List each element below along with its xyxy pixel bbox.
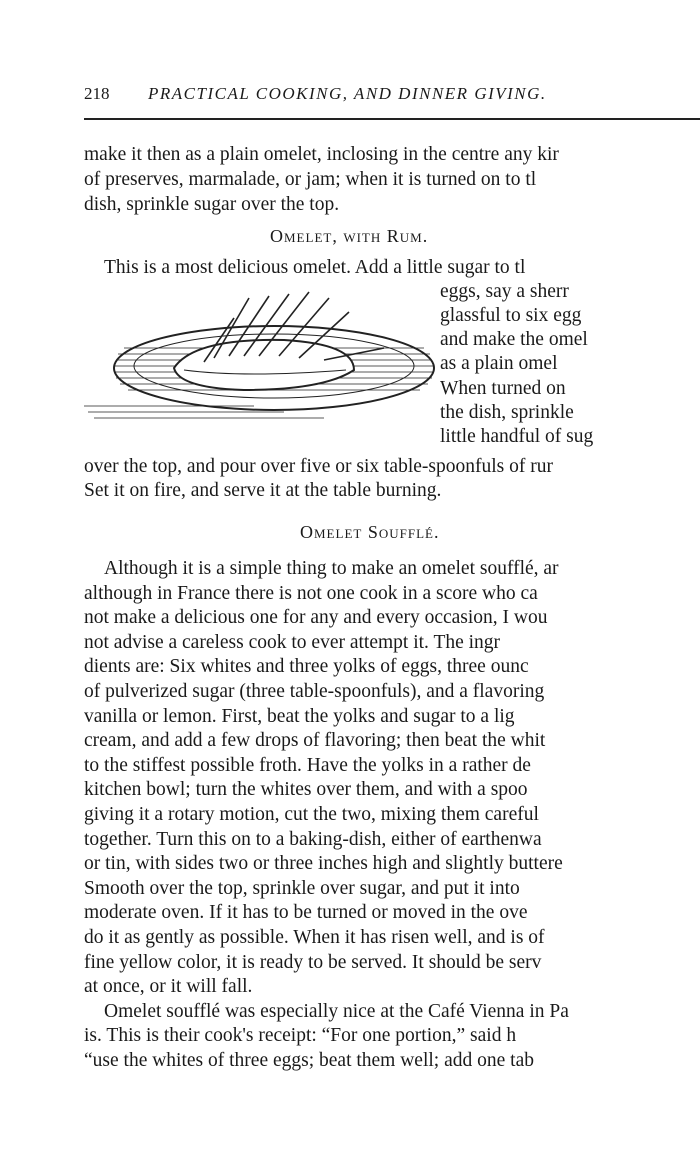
text-line: is. This is their cook's receipt: “For one portion,” said h [84, 1025, 517, 1047]
text-line: and make the omel [440, 329, 588, 350]
text-line: This is a most delicious omelet. Add a little sugar to tl [104, 257, 526, 278]
text-line: make it then as a plain omelet, inclosing in the centre any kir [84, 144, 559, 165]
text-line: dients are: Six whites and three yolks of eggs, three ounc [84, 656, 529, 678]
text-line: glassful to six egg [440, 305, 582, 326]
text-line: Smooth over the top, sprinkle over sugar, and put it into [84, 877, 520, 899]
text-line: at once, or it will fall. [84, 976, 253, 998]
text-line: eggs, say a sherr [440, 281, 569, 302]
text-line: giving it a rotary motion, cut the two, mixing them careful [84, 804, 539, 825]
page-number: 218 [84, 84, 110, 103]
text-line: although in France there is not one cook in a score who ca [84, 582, 538, 604]
text-line: of pulverized sugar (three table-spoonfuls), and a flavoring [84, 681, 545, 702]
text-line: to the stiffest possible froth. Have the yolks in a rather de [84, 754, 531, 776]
heading-omelet-with-rum: Omelet, with Rum. [270, 226, 429, 246]
text-line: as a plain omel [440, 353, 558, 374]
text-line: “use the whites of three eggs; beat them well; add one tab [84, 1050, 534, 1071]
text-line: of preserves, marmalade, or jam; when it is turned on to tl [84, 169, 537, 190]
text-line: cream, and add a few drops of flavoring; then beat the whit [84, 730, 546, 752]
header-rule [84, 118, 700, 120]
text-line: vanilla or lemon. First, beat the yolks and sugar to a lig [84, 705, 515, 727]
text-line: not advise a careless cook to ever attempt it. The ingr [84, 631, 501, 653]
text-line: the dish, sprinkle [440, 402, 574, 423]
text-line: moderate oven. If it has to be turned or moved in the ove [84, 902, 528, 924]
text-line: together. Turn this on to a baking-dish, either of earthenwa [84, 828, 542, 850]
text-line: kitchen bowl; turn the whites over them, and with a spoo [84, 779, 528, 801]
text-line: do it as gently as possible. When it has risen well, and is of [84, 927, 545, 948]
text-line: dish, sprinkle sugar over the top. [84, 194, 340, 215]
heading-omelet-souffle: Omelet Soufflé. [300, 522, 440, 542]
text-line: over the top, and pour over five or six table-spoonfuls of rur [84, 456, 553, 477]
text-line: Although it is a simple thing to make an omelet soufflé, ar [104, 558, 559, 579]
text-line: fine yellow color, it is ready to be served. It should be serv [84, 951, 542, 973]
text-line: When turned on [440, 378, 566, 399]
text-line: not make a delicious one for any and every occasion, I wou [84, 607, 548, 629]
text-line: or tin, with sides two or three inches high and slightly buttere [84, 853, 563, 875]
text-line: Set it on fire, and serve it at the table burning. [84, 480, 442, 501]
running-title: PRACTICAL COOKING, AND DINNER GIVING. [148, 84, 547, 103]
text-line: little handful of sug [440, 426, 594, 447]
omelet-illustration [84, 278, 444, 438]
text-line: Omelet soufflé was especially nice at the Café Vienna in Pa [104, 1000, 569, 1022]
